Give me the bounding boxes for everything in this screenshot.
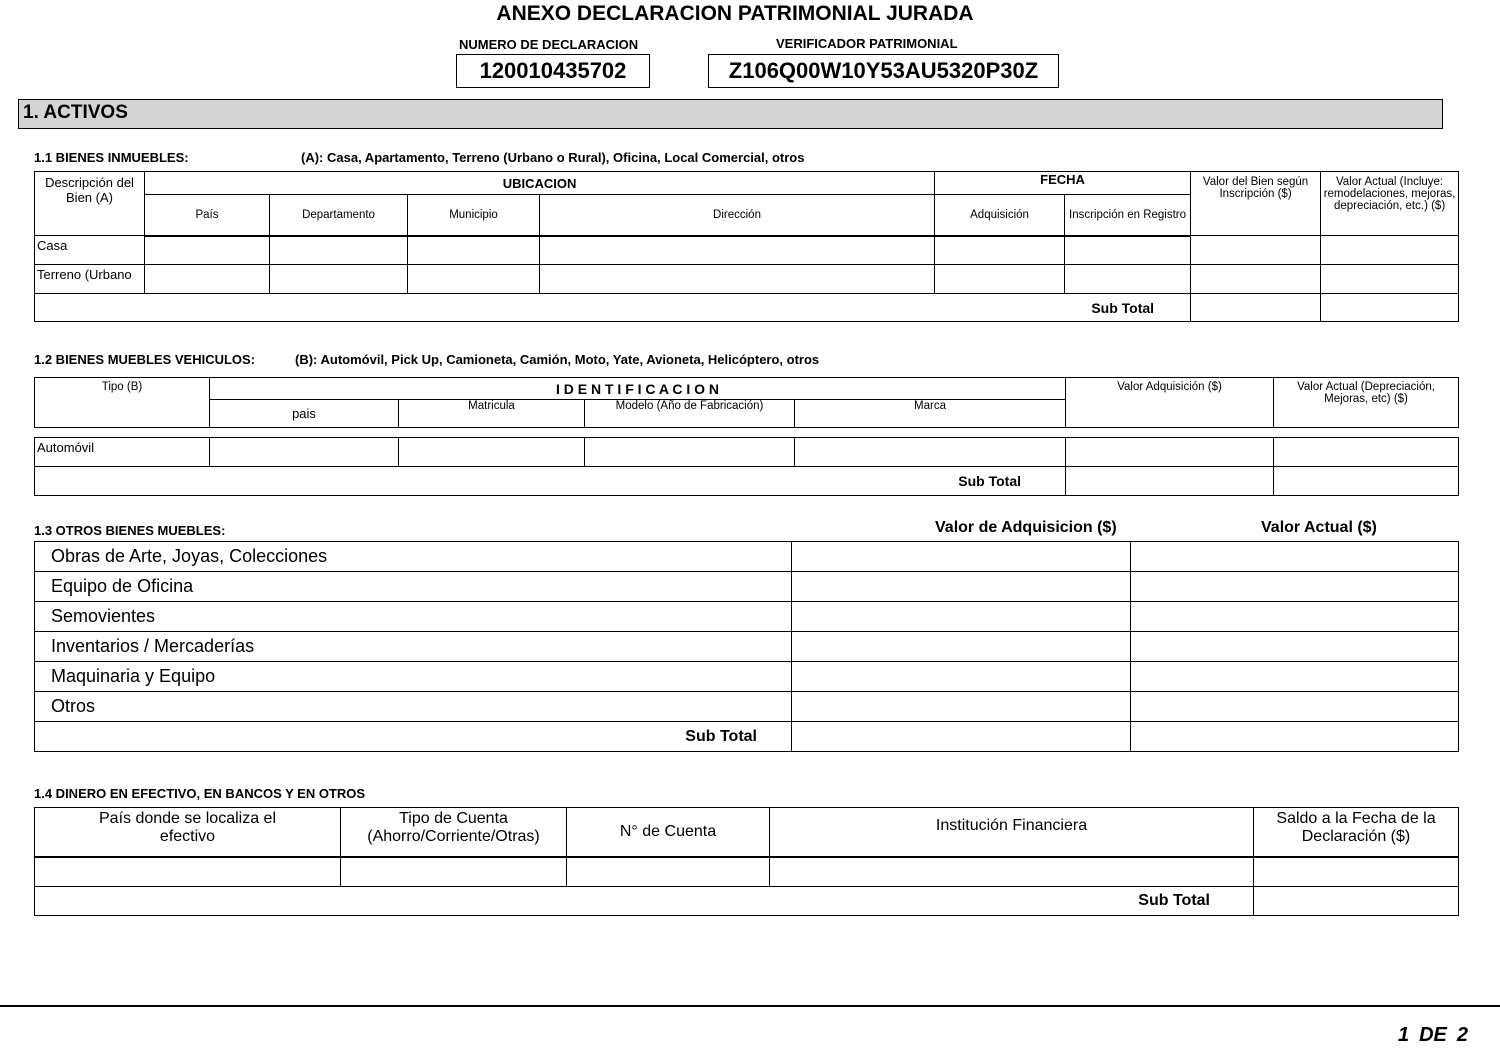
s14-col-institucion: Institución Financiera xyxy=(770,808,1254,857)
table-row xyxy=(35,602,1459,632)
input-cell[interactable] xyxy=(1131,662,1459,692)
s12-col-pais: pais xyxy=(210,400,399,428)
table-row xyxy=(35,236,1459,265)
s11-heading: 1.1 BIENES INMUEBLES: xyxy=(34,150,189,165)
input-cell[interactable] xyxy=(1191,236,1321,265)
s11-col-departamento: Departamento xyxy=(270,195,408,236)
input-cell[interactable] xyxy=(792,542,1131,572)
input-cell[interactable] xyxy=(770,857,1254,887)
s12-col-marca: Marca xyxy=(795,400,1066,428)
s14-heading: 1.4 DINERO EN EFECTIVO, EN BANCOS Y EN OTROS xyxy=(34,786,366,801)
table-row xyxy=(35,265,1459,294)
s12-row-label: Automóvil xyxy=(35,438,210,467)
table-row xyxy=(35,692,1459,722)
section-activos: 1. ACTIVOS xyxy=(18,99,1443,129)
input-cell[interactable] xyxy=(1131,602,1459,632)
input-cell[interactable] xyxy=(795,438,1066,467)
s12-table-body xyxy=(34,437,1459,496)
s11-subtotal-label: Sub Total xyxy=(35,294,1191,322)
s11-col-valor-actual: Valor Actual (Incluye: remodelaciones, mejoras, depreciación, etc.) ($) xyxy=(1321,172,1459,236)
s13-table xyxy=(34,541,1459,752)
s12-heading: 1.2 BIENES MUEBLES VEHICULOS: xyxy=(34,352,256,367)
page-title: ANEXO DECLARACION PATRIMONIAL JURADA xyxy=(496,2,974,25)
s11-col-inscripcion: Inscripción en Registro xyxy=(1065,195,1191,236)
input-cell[interactable] xyxy=(145,236,270,265)
input-cell[interactable] xyxy=(1321,236,1459,265)
table-row xyxy=(35,542,1459,572)
input-cell[interactable] xyxy=(567,857,770,887)
input-cell[interactable] xyxy=(1131,692,1459,722)
s12-col-valor-actual: Valor Actual (Depreciación, Mejoras, etc) ($) xyxy=(1274,378,1459,428)
input-cell[interactable] xyxy=(341,857,567,887)
s11-col-municipio: Municipio xyxy=(408,195,540,236)
table-row xyxy=(35,857,1459,887)
s13-row-label: Equipo de Oficina xyxy=(35,572,792,602)
table-row xyxy=(35,438,1459,467)
s13-row-label: Inventarios / Mercaderías xyxy=(35,632,792,662)
subtotal-cell[interactable] xyxy=(1066,467,1274,496)
input-cell[interactable] xyxy=(408,265,540,294)
input-cell[interactable] xyxy=(792,602,1131,632)
s14-col-saldo: Saldo a la Fecha de la Declaración ($) xyxy=(1254,808,1459,857)
input-cell[interactable] xyxy=(1131,542,1459,572)
input-cell[interactable] xyxy=(408,236,540,265)
subtotal-cell[interactable] xyxy=(1274,467,1459,496)
table-row xyxy=(35,662,1459,692)
input-cell[interactable] xyxy=(270,265,408,294)
page-current: 1 xyxy=(1397,1024,1410,1046)
s12-col-tipo: Tipo (B) xyxy=(35,378,210,428)
input-cell[interactable] xyxy=(1254,857,1459,887)
input-cell[interactable] xyxy=(792,662,1131,692)
s11-col-ubicacion: UBICACION xyxy=(145,172,935,195)
subtotal-cell[interactable] xyxy=(792,722,1131,752)
input-cell[interactable] xyxy=(35,857,341,887)
input-cell[interactable] xyxy=(935,265,1065,294)
input-cell[interactable] xyxy=(270,236,408,265)
s13-row-label: Semovientes xyxy=(35,602,792,632)
input-cell[interactable] xyxy=(1321,265,1459,294)
table-row xyxy=(35,572,1459,602)
s12-table-header xyxy=(34,377,1459,428)
s12-subtotal-label: Sub Total xyxy=(35,467,1066,496)
verificador-value: Z106Q00W10Y53AU5320P30Z xyxy=(708,54,1059,88)
s14-table xyxy=(34,807,1459,916)
footer-divider xyxy=(0,1005,1500,1007)
numero-label: NUMERO DE DECLARACION xyxy=(459,37,639,52)
s13-heading: 1.3 OTROS BIENES MUEBLES: xyxy=(34,523,226,538)
s11-col-fecha: FECHA xyxy=(935,172,1191,195)
subtotal-cell[interactable] xyxy=(1321,294,1459,322)
s11-col-adquisicion: Adquisición xyxy=(935,195,1065,236)
table-row xyxy=(35,632,1459,662)
s13-col-act: Valor Actual ($) xyxy=(1261,519,1377,536)
s11-note: (A): Casa, Apartamento, Terreno (Urbano o Rural), Oficina, Local Comercial, otros xyxy=(301,150,805,165)
input-cell[interactable] xyxy=(540,265,935,294)
s11-col-valor-bien: Valor del Bien según Inscripción ($) xyxy=(1191,172,1321,236)
input-cell[interactable] xyxy=(792,632,1131,662)
input-cell[interactable] xyxy=(1131,632,1459,662)
s14-subtotal-label: Sub Total xyxy=(35,887,1254,916)
input-cell[interactable] xyxy=(145,265,270,294)
s12-col-modelo: Modelo (Año de Fabricación) xyxy=(585,400,795,428)
input-cell[interactable] xyxy=(1274,438,1459,467)
s11-row-label: Terreno (Urbano xyxy=(35,265,145,294)
s12-col-identificacion: I D E N T I F I C A C I O N xyxy=(210,378,1066,400)
subtotal-cell[interactable] xyxy=(1131,722,1459,752)
input-cell[interactable] xyxy=(585,438,795,467)
s13-row-label: Maquinaria y Equipo xyxy=(35,662,792,692)
s14-col-tipo: Tipo de Cuenta (Ahorro/Corriente/Otras) xyxy=(341,808,567,857)
numero-value: 120010435702 xyxy=(456,54,650,88)
s11-col-direccion: Dirección xyxy=(540,195,935,236)
page-total: 2 xyxy=(1456,1024,1468,1046)
input-cell[interactable] xyxy=(792,572,1131,602)
s14-col-numero: N° de Cuenta xyxy=(567,808,770,857)
verificador-label: VERIFICADOR PATRIMONIAL xyxy=(776,36,958,51)
s11-row-label: Casa xyxy=(35,236,145,265)
input-cell[interactable] xyxy=(1065,265,1191,294)
input-cell[interactable] xyxy=(210,438,399,467)
page-indicator xyxy=(1388,1024,1468,1047)
input-cell[interactable] xyxy=(1131,572,1459,602)
input-cell[interactable] xyxy=(935,236,1065,265)
subtotal-cell[interactable] xyxy=(1191,294,1321,322)
s14-col-pais: País donde se localiza el efectivo xyxy=(35,808,341,857)
s13-row-label: Obras de Arte, Joyas, Colecciones xyxy=(35,542,792,572)
s11-col-desc: Descripción del Bien (A) xyxy=(35,172,145,236)
input-cell[interactable] xyxy=(540,236,935,265)
subtotal-cell[interactable] xyxy=(1254,887,1459,916)
s12-col-valor-adq: Valor Adquisición ($) xyxy=(1066,378,1274,428)
input-cell[interactable] xyxy=(792,692,1131,722)
input-cell[interactable] xyxy=(1191,265,1321,294)
s13-row-label: Otros xyxy=(35,692,792,722)
s12-note: (B): Automóvil, Pick Up, Camioneta, Camión, Moto, Yate, Avioneta, Helicóptero, otros xyxy=(295,352,820,367)
page-sep: DE xyxy=(1419,1024,1447,1046)
s11-table xyxy=(34,171,1459,322)
input-cell[interactable] xyxy=(399,438,585,467)
s13-subtotal-label: Sub Total xyxy=(35,722,792,752)
input-cell[interactable] xyxy=(1066,438,1274,467)
input-cell[interactable] xyxy=(1065,236,1191,265)
s13-col-adq: Valor de Adquisicion ($) xyxy=(935,519,1117,536)
s11-col-pais: País xyxy=(145,195,270,236)
s12-col-matricula: Matricula xyxy=(399,400,585,428)
